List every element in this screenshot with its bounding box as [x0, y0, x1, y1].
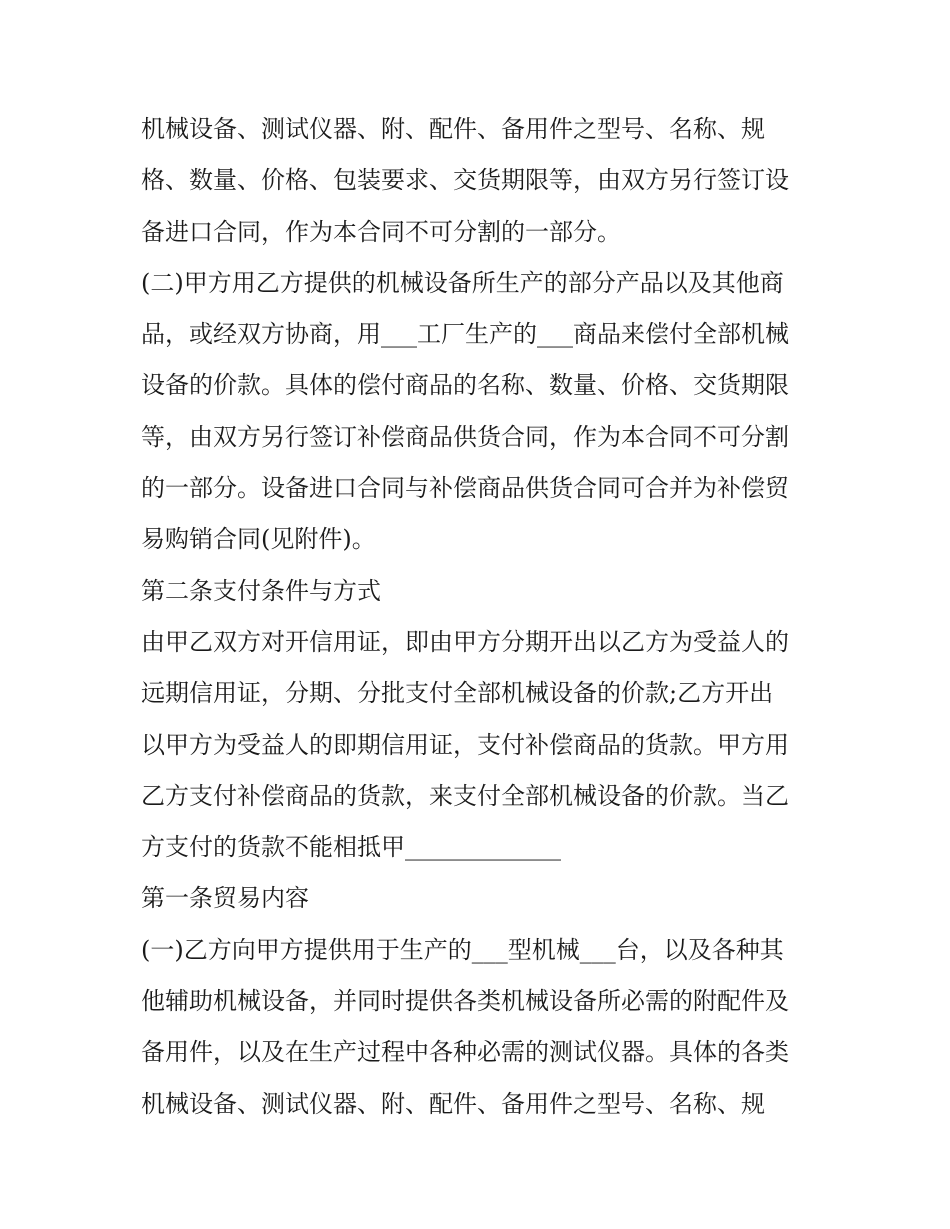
text-line: 由甲乙双方对开信用证，即由甲方分期开出以乙方为受益人的 — [141, 627, 789, 656]
text-line: 品，或经双方协商，用___工厂生产的___商品来偿付全部机械 — [141, 320, 789, 349]
text-line: 等，由双方另行签订补偿商品供货合同，作为本合同不可分割 — [141, 422, 789, 451]
text-line: 他辅助机械设备，并同时提供各类机械设备所必需的附配件及 — [141, 987, 789, 1016]
text-line: (二)甲方用乙方提供的机械设备所生产的部分产品以及其他商 — [141, 268, 784, 297]
text-line: 以甲方为受益人的即期信用证，支付补偿商品的货款。甲方用 — [141, 730, 789, 759]
document-body — [141, 104, 821, 1130]
text-line: 乙方支付补偿商品的货款，来支付全部机械设备的价款。当乙 — [141, 781, 789, 810]
text-line: 备用件，以及在生产过程中各种必需的测试仪器。具体的各类 — [141, 1038, 789, 1067]
text-line: 机械设备、测试仪器、附、配件、备用件之型号、名称、规 — [141, 1089, 765, 1118]
text-line: 设备的价款。具体的偿付商品的名称、数量、价格、交货期限 — [141, 371, 789, 400]
text-line: 易购销合同(见附件)。 — [141, 525, 376, 554]
text-line: (一)乙方向甲方提供用于生产的___型机械___台，以及各种其 — [141, 935, 784, 964]
text-line: 远期信用证，分期、分批支付全部机械设备的价款;乙方开出 — [141, 679, 774, 708]
text-line: 的一部分。设备进口合同与补偿商品供货合同可合并为补偿贸 — [141, 474, 789, 503]
text-line: 方支付的货款不能相抵甲_____________ — [141, 833, 561, 862]
text-line: 格、数量、价格、包装要求、交货期限等，由双方另行签订设 — [141, 166, 789, 195]
text-line: 备进口合同，作为本合同不可分割的一部分。 — [141, 217, 621, 246]
section-heading: 第二条支付条件与方式 — [141, 576, 381, 605]
section-heading: 第一条贸易内容 — [141, 884, 309, 913]
text-line: 机械设备、测试仪器、附、配件、备用件之型号、名称、规 — [141, 115, 765, 143]
